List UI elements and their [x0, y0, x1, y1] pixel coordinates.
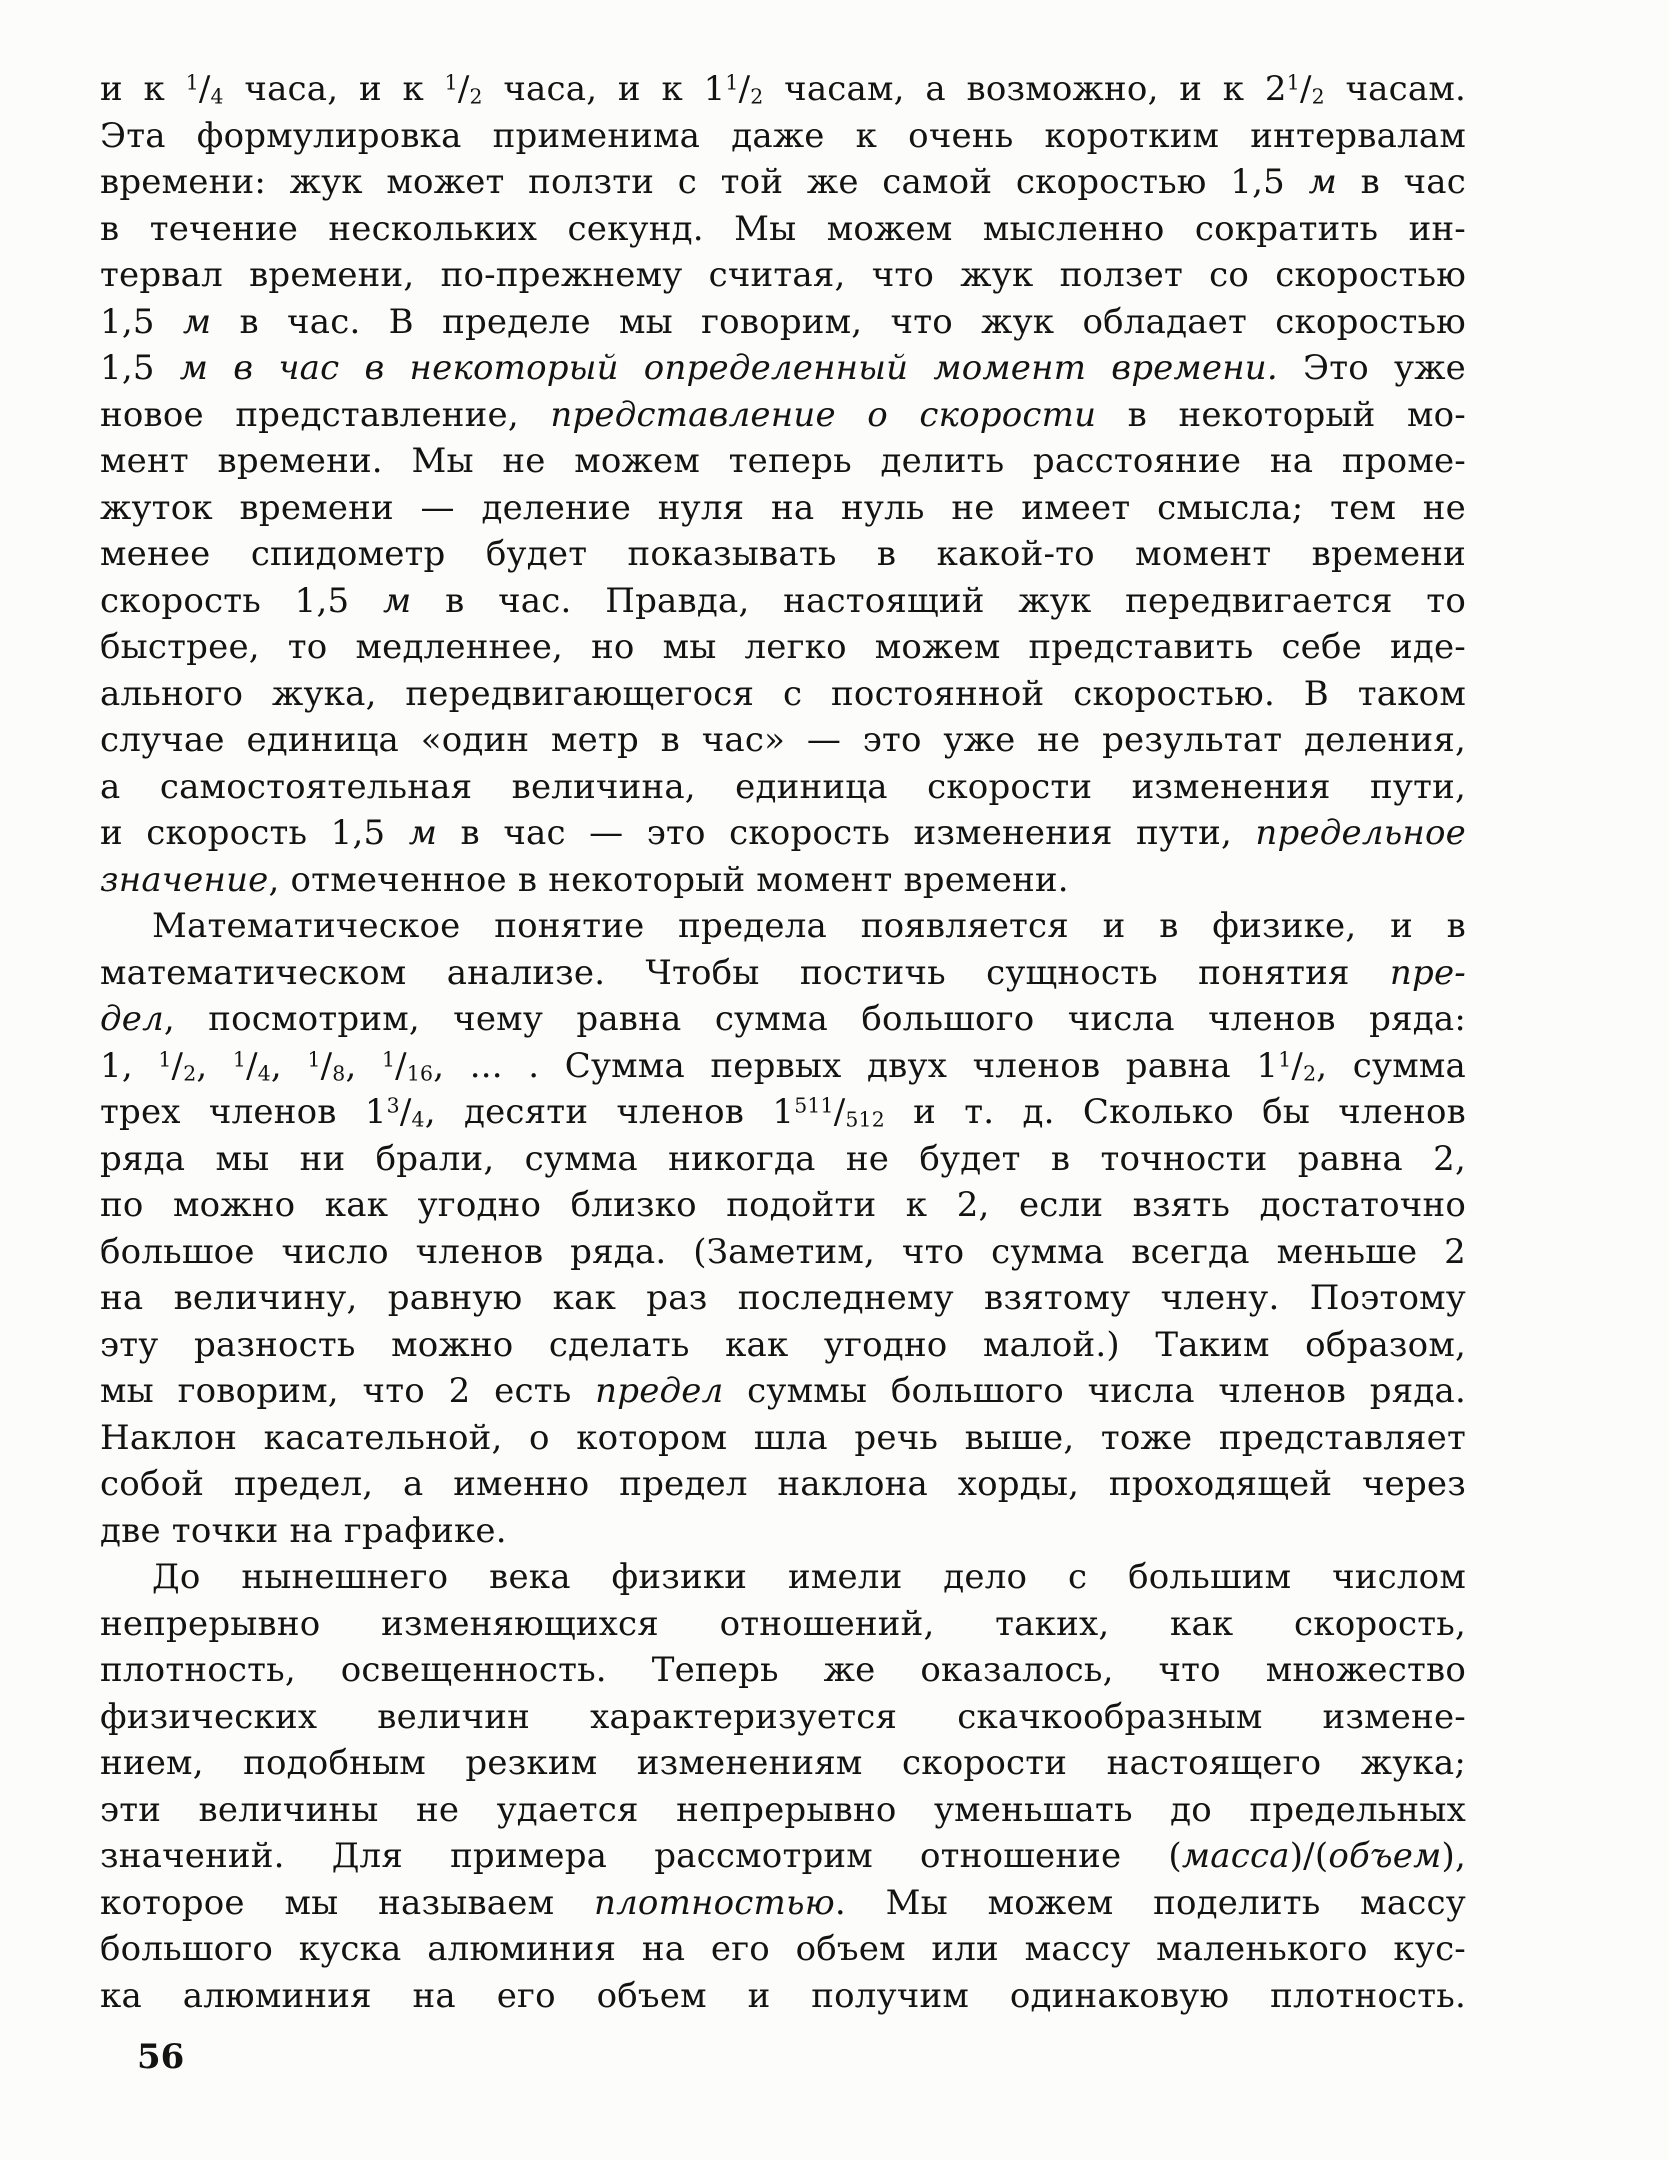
text-line: на величину, равную как раз последнему взятому члену. Поэтому: [100, 1278, 1466, 1318]
text-line: трех членов $1^3/_4$, десяти членов $1^{511}/_{512}$ и т. д. Сколько бы членов: [100, 1092, 1466, 1132]
text-line: а самостоятельная величина, единица скорости изменения пути,: [100, 766, 1466, 807]
text-line: собой предел, а именно предел наклона хорды, проходящей через: [100, 1464, 1466, 1504]
text-line: случае единица «один метр в час» — это уже не результат деления,: [100, 720, 1466, 760]
text-line: 1,5 м в час. В пределе мы говорим, что жук обладает скоростью: [100, 301, 1466, 342]
fraction: $^3/_4$: [386, 1092, 425, 1132]
text-line: плотность, освещенность. Теперь же оказалось, что множество: [100, 1650, 1466, 1690]
text-line: значение, отмеченное в некоторый момент времени.: [100, 859, 1069, 900]
text-line: менее спидометр будет показывать в какой-то момент времени: [100, 534, 1466, 574]
text-line: 1,5 м в час в некоторый определенный момент времени. Это уже: [100, 348, 1466, 388]
text-line: эти величины не удается непрерывно уменьшать до предельных: [100, 1789, 1466, 1830]
text-line: по можно как угодно близко подойти к 2, если взять достаточно: [100, 1185, 1466, 1225]
text-line: и скорость 1,5 м в час — это скорость изменения пути, предельное: [100, 813, 1466, 853]
text-line: До нынешнего века физики имели дело с большим числом: [152, 1557, 1466, 1597]
text-line: ряда мы ни брали, сумма никогда не будет в точности равна 2,: [100, 1138, 1466, 1179]
text-line: новое представление, представление о скорости в некоторый мо-: [100, 394, 1466, 435]
text-line: в течение нескольких секунд. Мы можем мысленно сократить ин-: [100, 208, 1466, 249]
text-line: дел, посмотрим, чему равна сумма большого числа членов ряда:: [100, 999, 1466, 1039]
text-line: времени: жук может ползти с той же самой скоростью 1,5 м в час: [100, 162, 1466, 202]
fraction: $^1/_2$: [725, 69, 764, 109]
fraction: $^1/_{16}$: [381, 1045, 434, 1086]
text-line: нием, подобным резким изменениям скорости настоящего жука;: [100, 1743, 1466, 1783]
text-line: две точки на графике.: [100, 1510, 507, 1551]
text-line: эту разность можно сделать как угодно малой.) Таким образом,: [100, 1324, 1466, 1365]
fraction: $^1/_4$: [185, 69, 224, 109]
page-text-block: [100, 66, 1466, 2019]
fraction: $^1/_2$: [1286, 69, 1325, 109]
text-line: тервал времени, по-прежнему считая, что жук ползет со скоростью: [100, 255, 1466, 295]
text-line: Эта формулировка применима даже к очень коротким интервалам: [100, 115, 1466, 156]
text-line: жуток времени — деление нуля на нуль не имеет смысла; тем не: [100, 487, 1466, 528]
fraction: $^1/_4$: [232, 1045, 271, 1086]
text-line: быстрее, то медленнее, но мы легко можем представить себе иде-: [100, 627, 1466, 667]
fraction: $^1/_2$: [158, 1045, 197, 1086]
text-line: Математическое понятие предела появляется и в физике, и в: [152, 906, 1466, 946]
text-line: значений. Для примера рассмотрим отношение (масса)/(объем),: [100, 1836, 1466, 1876]
fraction: $^1/_2$: [444, 69, 483, 109]
text-line: скорость 1,5 м в час. Правда, настоящий жук передвигается то: [100, 580, 1466, 621]
text-line: 1, $^1/_2$, $^1/_4$, $^1/_8$, $^1/_{16}$, ... . Сумма первых двух членов равна $1^1/_2$, сумма: [100, 1045, 1466, 1086]
text-line: мент времени. Мы не можем теперь делить расстояние на проме-: [100, 441, 1466, 481]
text-line: математическом анализе. Чтобы постичь сущность понятия пре-: [100, 952, 1466, 993]
fraction: $^1/_8$: [307, 1045, 346, 1086]
text-line: и к $^1/_4$ часа, и к $^1/_2$ часа, и к $1^1/_2$ часам, а возможно, и к $2^1/_2$ часам.: [100, 69, 1466, 109]
text-line: физических величин характеризуется скачкообразным измене-: [100, 1696, 1466, 1737]
text-line: ка алюминия на его объем и получим одинаковую плотность.: [100, 1975, 1466, 2016]
text-line: которое мы называем плотностью. Мы можем поделить массу: [100, 1882, 1466, 1923]
text-line: Наклон касательной, о котором шла речь выше, тоже представляет: [100, 1417, 1466, 1458]
fraction: $^1/_2$: [1278, 1045, 1317, 1086]
text-line: ального жука, передвигающегося с постоянной скоростью. В таком: [100, 673, 1466, 714]
text-line: непрерывно изменяющихся отношений, таких, как скорость,: [100, 1603, 1466, 1644]
fraction: $^{511}/_{512}$: [794, 1092, 885, 1132]
text-line: мы говорим, что 2 есть предел суммы большого числа членов ряда.: [100, 1371, 1466, 1411]
page-number: 56: [137, 2037, 185, 2077]
text-line: большое число членов ряда. (Заметим, что сумма всегда меньше 2: [100, 1231, 1466, 1272]
text-line: большого куска алюминия на его объем или массу маленького кус-: [100, 1929, 1466, 1969]
